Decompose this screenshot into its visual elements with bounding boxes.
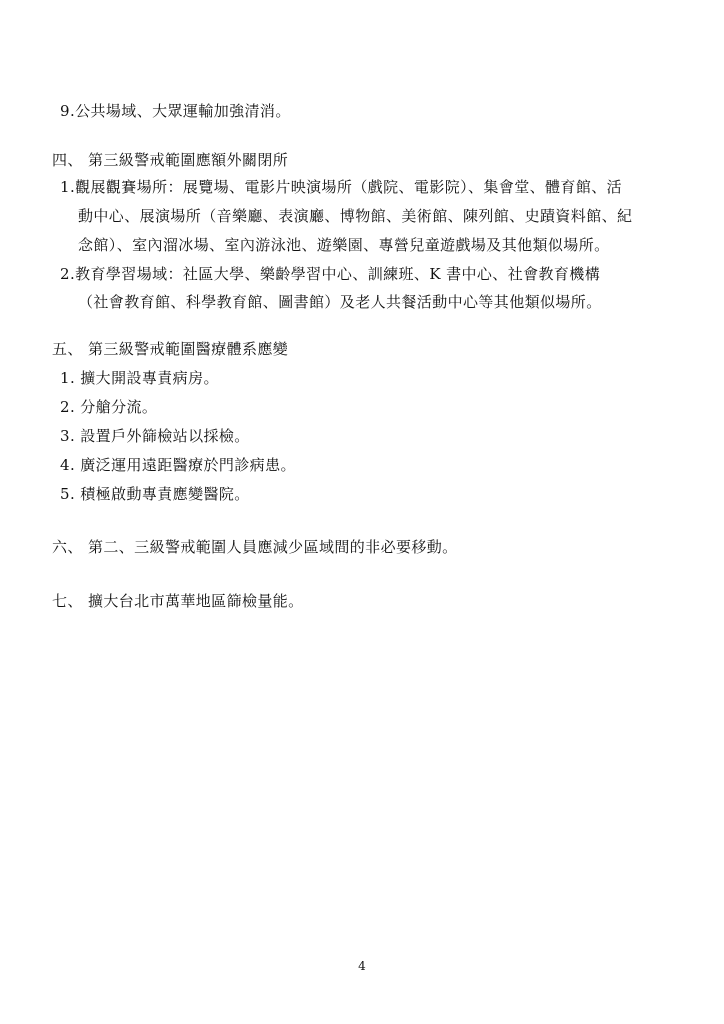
section-4-item-2-line-2: （社會教育館、科學教育館、圖書館）及老人共餐活動中心等其他類似場所。: [78, 293, 602, 311]
section-4-item-1-line-3: 念館）、室內溜冰場、室內游泳池、遊樂園、專營兒童遊戲場及其他類似場所。: [78, 236, 610, 254]
section-6-text: 六、 第二、三級警戒範圍人員應減少區域間的非必要移動。: [52, 538, 458, 556]
section-5-item-5: 5. 積極啟動專責應變醫院。: [60, 485, 250, 503]
page-number: 4: [358, 959, 366, 973]
item-9-public-disinfection: 9.公共場域、大眾運輸加強清消。: [60, 102, 291, 120]
section-5-heading: 五、 第三級警戒範圍醫療體系應變: [52, 340, 289, 358]
section-5-item-3: 3. 設置戶外篩檢站以採檢。: [60, 427, 250, 445]
section-7-text: 七、 擴大台北市萬華地區篩檢量能。: [52, 592, 304, 610]
section-4-item-2-line-1: 2.教育學習場域：社區大學、樂齡學習中心、訓練班、K 書中心、社會教育機構: [60, 265, 601, 283]
section-5-item-2: 2. 分艙分流。: [60, 398, 158, 416]
section-5-item-1: 1. 擴大開設專責病房。: [60, 369, 219, 387]
section-4-heading: 四、 第三級警戒範圍應額外關閉所: [52, 151, 289, 169]
section-5-item-4: 4. 廣泛運用遠距醫療於門診病患。: [60, 456, 296, 474]
section-4-item-1-line-2: 動中心、展演場所（音樂廳、表演廳、博物館、美術館、陳列館、史蹟資料館、紀: [78, 207, 633, 225]
section-4-item-1-line-1: 1.觀展觀賽場所：展覽場、電影片映演場所（戲院、電影院）、集會堂、體育館、活: [60, 178, 623, 196]
